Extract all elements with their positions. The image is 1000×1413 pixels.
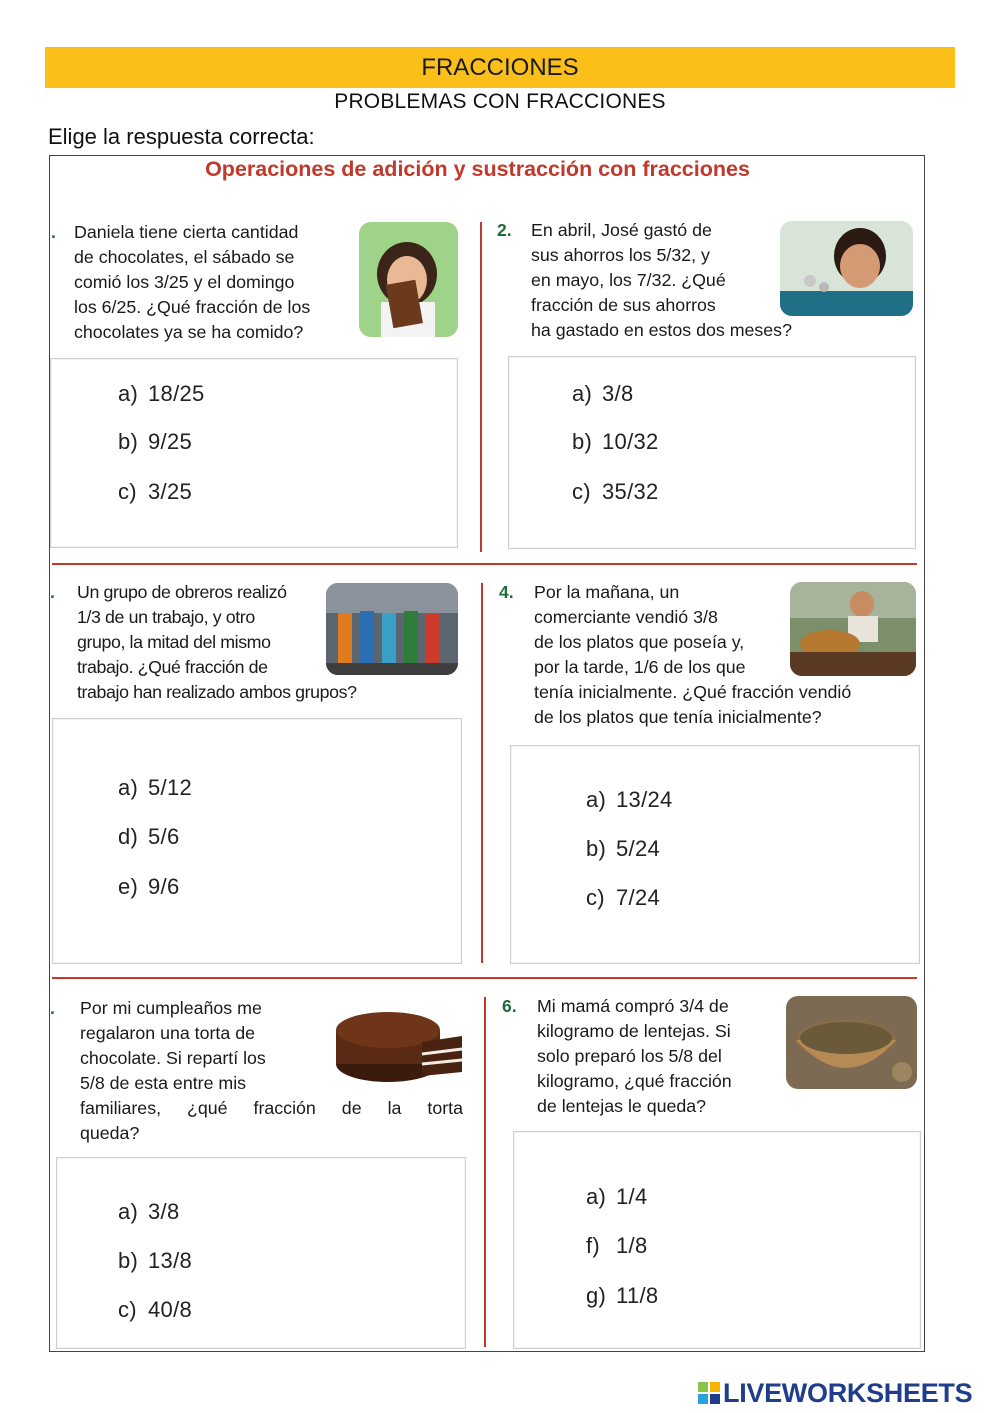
option-2b[interactable] xyxy=(572,429,659,455)
problem-2-number: 2. xyxy=(497,220,512,240)
chocolate-cake-photo xyxy=(330,1002,464,1088)
option-letter: a) xyxy=(118,381,139,406)
section-title: Operaciones de adición y sustracción con fracciones xyxy=(205,157,750,181)
option-value: 3/8 xyxy=(602,381,634,406)
problem-5-number: . xyxy=(50,998,55,1018)
text-line: Por mi cumpleaños me xyxy=(80,998,262,1018)
text-line: por la tarde, 1/6 de los que xyxy=(534,657,746,677)
text-line: comerciante vendió 3/8 xyxy=(534,607,718,627)
option-letter: f) xyxy=(586,1233,601,1258)
column-divider-2 xyxy=(481,583,483,963)
option-letter: e) xyxy=(118,874,139,899)
option-2c[interactable] xyxy=(572,479,659,505)
option-letter: a) xyxy=(118,775,139,800)
text-line: En abril, José gastó de xyxy=(531,220,712,240)
option-value: 5/12 xyxy=(148,775,193,800)
answer-box-2 xyxy=(508,356,916,549)
text-line: en mayo, los 7/32. ¿Qué xyxy=(531,270,726,290)
text-line: fracción de sus ahorros xyxy=(531,295,716,315)
option-value: 35/32 xyxy=(602,479,659,504)
text-line: grupo, la mitad del mismo xyxy=(77,632,271,652)
option-value: 9/6 xyxy=(148,874,180,899)
column-divider-1 xyxy=(480,222,482,552)
option-letter: a) xyxy=(586,787,607,812)
option-6g[interactable] xyxy=(586,1283,658,1309)
option-5c[interactable] xyxy=(118,1297,192,1323)
instruction-text: Elige la respuesta correcta: xyxy=(48,124,315,149)
problem-2-text xyxy=(531,218,792,343)
girl-chocolate-photo xyxy=(359,222,458,337)
option-5a[interactable] xyxy=(118,1199,179,1225)
option-value: 1/8 xyxy=(616,1233,648,1258)
row-divider-2 xyxy=(52,977,917,979)
text-line: tenía inicialmente. ¿Qué fracción vendió xyxy=(534,682,852,702)
liveworksheets-logo xyxy=(698,1378,972,1409)
answer-box-4 xyxy=(510,745,920,964)
option-value: 5/6 xyxy=(148,824,180,849)
text-line: de chocolates, el sábado se xyxy=(74,247,295,267)
problem-4-text xyxy=(534,580,852,730)
text-line: 1/3 de un trabajo, y otro xyxy=(77,607,255,627)
text-line: kilogramo de lentejas. Si xyxy=(537,1021,731,1041)
option-2a[interactable] xyxy=(572,381,633,407)
option-letter: g) xyxy=(586,1283,607,1308)
option-value: 18/25 xyxy=(148,381,205,406)
liveworksheets-icon xyxy=(698,1380,720,1402)
text-line: trabajo han realizado ambos grupos? xyxy=(77,682,357,702)
text-line: solo preparó los 5/8 del xyxy=(537,1046,722,1066)
page-subtitle: PROBLEMAS CON FRACCIONES xyxy=(334,90,666,113)
problem-6-number: 6. xyxy=(502,996,517,1016)
text-line: chocolate. Si repartí los xyxy=(80,1048,266,1068)
option-value: 9/25 xyxy=(148,429,193,454)
option-1c[interactable] xyxy=(118,479,192,505)
option-value: 1/4 xyxy=(616,1184,648,1209)
option-4a[interactable] xyxy=(586,787,673,813)
row-divider-1 xyxy=(52,563,917,565)
text-line: Mi mamá compró 3/4 de xyxy=(537,996,729,1016)
answer-box-1 xyxy=(50,358,458,548)
option-letter: b) xyxy=(572,429,593,454)
problem-1-text xyxy=(74,220,350,345)
option-value: 11/8 xyxy=(616,1283,659,1308)
boy-coins-photo xyxy=(780,221,913,316)
problem-6-text xyxy=(537,994,777,1119)
option-letter: d) xyxy=(118,824,139,849)
option-6f[interactable] xyxy=(586,1233,647,1259)
option-letter: b) xyxy=(118,1248,139,1273)
text-line: sus ahorros los 5/32, y xyxy=(531,245,710,265)
text-line: los 6/25. ¿Qué fracción de los xyxy=(74,297,311,317)
text-line: comió los 3/25 y el domingo xyxy=(74,272,295,292)
text-line: kilogramo, ¿qué fracción xyxy=(537,1071,732,1091)
option-4b[interactable] xyxy=(586,836,660,862)
option-5b[interactable] xyxy=(118,1248,192,1274)
option-letter: c) xyxy=(118,479,137,504)
problem-1-number: . xyxy=(51,222,56,242)
option-letter: b) xyxy=(118,429,139,454)
option-letter: c) xyxy=(572,479,591,504)
option-1b[interactable] xyxy=(118,429,192,455)
text-line: 5/8 de esta entre mis xyxy=(80,1073,247,1093)
option-3a[interactable] xyxy=(118,775,192,801)
title-banner xyxy=(45,47,955,88)
option-3d[interactable] xyxy=(118,824,179,850)
option-letter: a) xyxy=(572,381,593,406)
text-line: Daniela tiene cierta cantidad xyxy=(74,222,299,242)
option-value: 3/25 xyxy=(148,479,193,504)
option-3e[interactable] xyxy=(118,874,179,900)
option-letter: a) xyxy=(118,1199,139,1224)
problem-4-number: 4. xyxy=(499,582,514,602)
option-value: 7/24 xyxy=(616,885,661,910)
column-divider-3 xyxy=(484,997,486,1347)
page-title: FRACCIONES xyxy=(421,54,579,81)
text-line: de los platos que tenía inicialmente? xyxy=(534,707,822,727)
option-letter: c) xyxy=(118,1297,137,1322)
lentils-bowl-photo xyxy=(786,996,917,1089)
text-line: chocolates ya se ha comido? xyxy=(74,322,304,342)
brand-name: LIVEWORKSHEETS xyxy=(723,1378,973,1408)
answer-box-6 xyxy=(513,1131,921,1349)
option-4c[interactable] xyxy=(586,885,660,911)
text-line: ha gastado en estos dos meses? xyxy=(531,320,792,340)
text-line: de lentejas le queda? xyxy=(537,1096,707,1116)
option-6a[interactable] xyxy=(586,1184,647,1210)
problem-3-text xyxy=(77,580,357,705)
option-letter: b) xyxy=(586,836,607,861)
merchant-plates-photo xyxy=(790,582,916,676)
option-value: 13/8 xyxy=(148,1248,193,1273)
text-line: Por la mañana, un xyxy=(534,582,680,602)
option-value: 5/24 xyxy=(616,836,661,861)
option-value: 13/24 xyxy=(616,787,673,812)
option-letter: c) xyxy=(586,885,605,910)
text-line: de los platos que poseía y, xyxy=(534,632,745,652)
option-value: 40/8 xyxy=(148,1297,193,1322)
option-value: 3/8 xyxy=(148,1199,180,1224)
workers-group-photo xyxy=(326,583,458,675)
problem-5-text xyxy=(80,996,463,1146)
option-1a[interactable] xyxy=(118,381,205,407)
text-line: familiares, ¿qué fracción de la torta xyxy=(80,1098,463,1118)
text-line: queda? xyxy=(80,1123,140,1143)
option-letter: a) xyxy=(586,1184,607,1209)
text-line: trabajo. ¿Qué fracción de xyxy=(77,657,268,677)
problem-3-number: . xyxy=(50,582,55,602)
text-line: Un grupo de obreros realizó xyxy=(77,582,287,602)
option-value: 10/32 xyxy=(602,429,659,454)
text-line: regalaron una torta de xyxy=(80,1023,255,1043)
answer-box-3 xyxy=(52,718,462,964)
